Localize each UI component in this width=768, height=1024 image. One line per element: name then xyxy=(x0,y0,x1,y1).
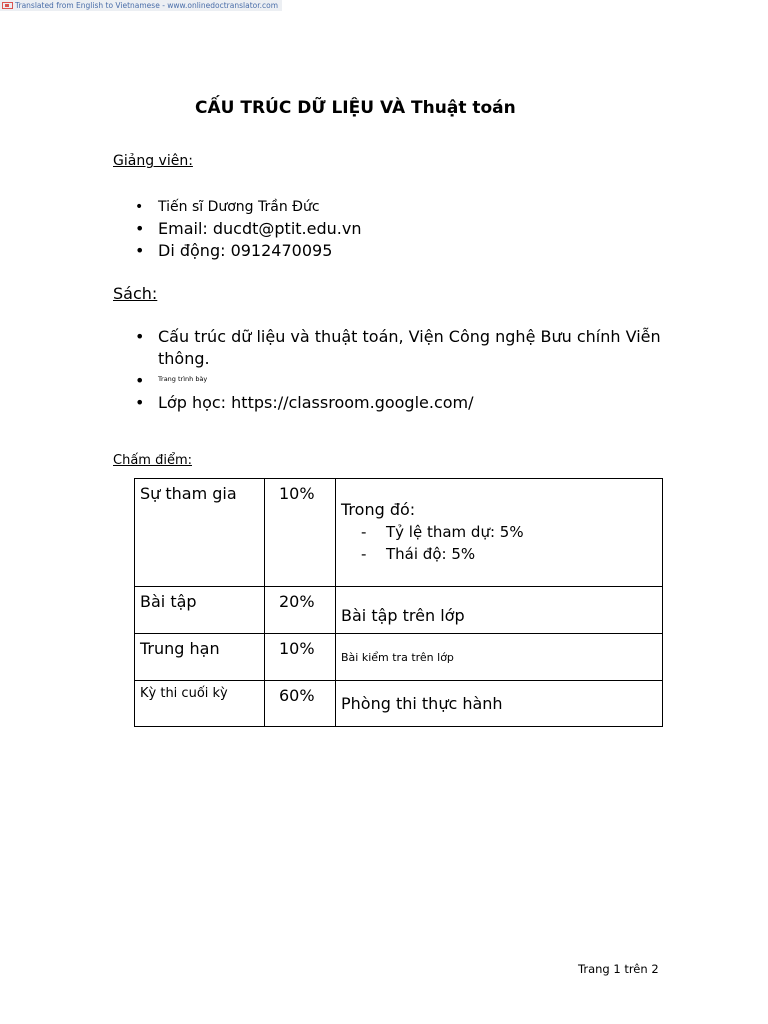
lecturer-name: Tiến sĩ Dương Trần Đức xyxy=(158,199,320,215)
dash-icon: - xyxy=(361,523,367,541)
list-item xyxy=(135,240,361,262)
bullet-icon: • xyxy=(135,393,145,412)
book-title: Cấu trúc dữ liệu và thuật toán, Viện Công nghệ Bưu chính Viễn thông. xyxy=(158,327,661,368)
note-item: Tỷ lệ tham dự: 5% xyxy=(386,523,524,541)
grade-component: Kỳ thi cuối kỳ xyxy=(135,681,265,727)
grade-component: Bài tập xyxy=(135,587,265,634)
books-heading: Sách: xyxy=(113,284,158,303)
note-title: Trong đó: xyxy=(341,500,416,519)
classroom-link[interactable]: Lớp học: https://classroom.google.com/ xyxy=(158,393,474,412)
grade-weight: 20% xyxy=(265,587,336,634)
note-text: Phòng thi thực hành xyxy=(341,694,503,713)
grade-component: Trung hạn xyxy=(135,634,265,681)
bullet-icon: • xyxy=(135,371,145,390)
lecturer-email: Email: ducdt@ptit.edu.vn xyxy=(158,219,362,238)
page-title: CẤU TRÚC DỮ LIỆU VÀ Thuật toán xyxy=(195,98,516,118)
slides-label: Trang trình bày xyxy=(158,375,208,383)
note-list xyxy=(341,521,657,565)
list-item xyxy=(135,392,665,414)
note-text: Bài tập trên lớp xyxy=(341,606,465,625)
list-item xyxy=(361,521,657,543)
grading-heading: Chấm điểm: xyxy=(113,453,192,468)
grade-component: Sự tham gia xyxy=(135,479,265,587)
note-text: Bài kiểm tra trên lớp xyxy=(341,651,454,664)
grade-weight: 60% xyxy=(265,681,336,727)
document-icon xyxy=(2,2,13,9)
table-row xyxy=(135,634,663,681)
list-item xyxy=(135,370,665,392)
bullet-icon: • xyxy=(135,219,145,238)
list-item xyxy=(135,218,361,240)
page-number: Trang 1 trên 2 xyxy=(578,962,659,976)
banner-text: Translated from English to Vietnamese - www.onlinedoctranslator.com xyxy=(15,1,279,10)
table-row xyxy=(135,587,663,634)
list-item xyxy=(361,543,657,565)
grade-note xyxy=(336,681,663,727)
translation-banner[interactable] xyxy=(0,0,282,11)
note-item: Thái độ: 5% xyxy=(386,545,476,563)
lecturer-phone: Di động: 0912470095 xyxy=(158,241,333,260)
grade-weight: 10% xyxy=(265,479,336,587)
bullet-icon: • xyxy=(135,199,144,215)
table-row xyxy=(135,681,663,727)
books-list xyxy=(135,326,665,414)
dash-icon: - xyxy=(361,545,367,563)
bullet-icon: • xyxy=(135,241,145,260)
grade-note xyxy=(336,634,663,681)
lecturer-heading: Giảng viên: xyxy=(113,153,193,169)
list-item xyxy=(135,197,361,218)
bullet-icon: • xyxy=(135,327,145,346)
lecturer-list xyxy=(135,197,361,262)
list-item xyxy=(135,326,665,370)
grading-table xyxy=(134,478,663,727)
grade-note xyxy=(336,587,663,634)
table-row xyxy=(135,479,663,587)
grade-weight: 10% xyxy=(265,634,336,681)
grade-note xyxy=(336,479,663,587)
